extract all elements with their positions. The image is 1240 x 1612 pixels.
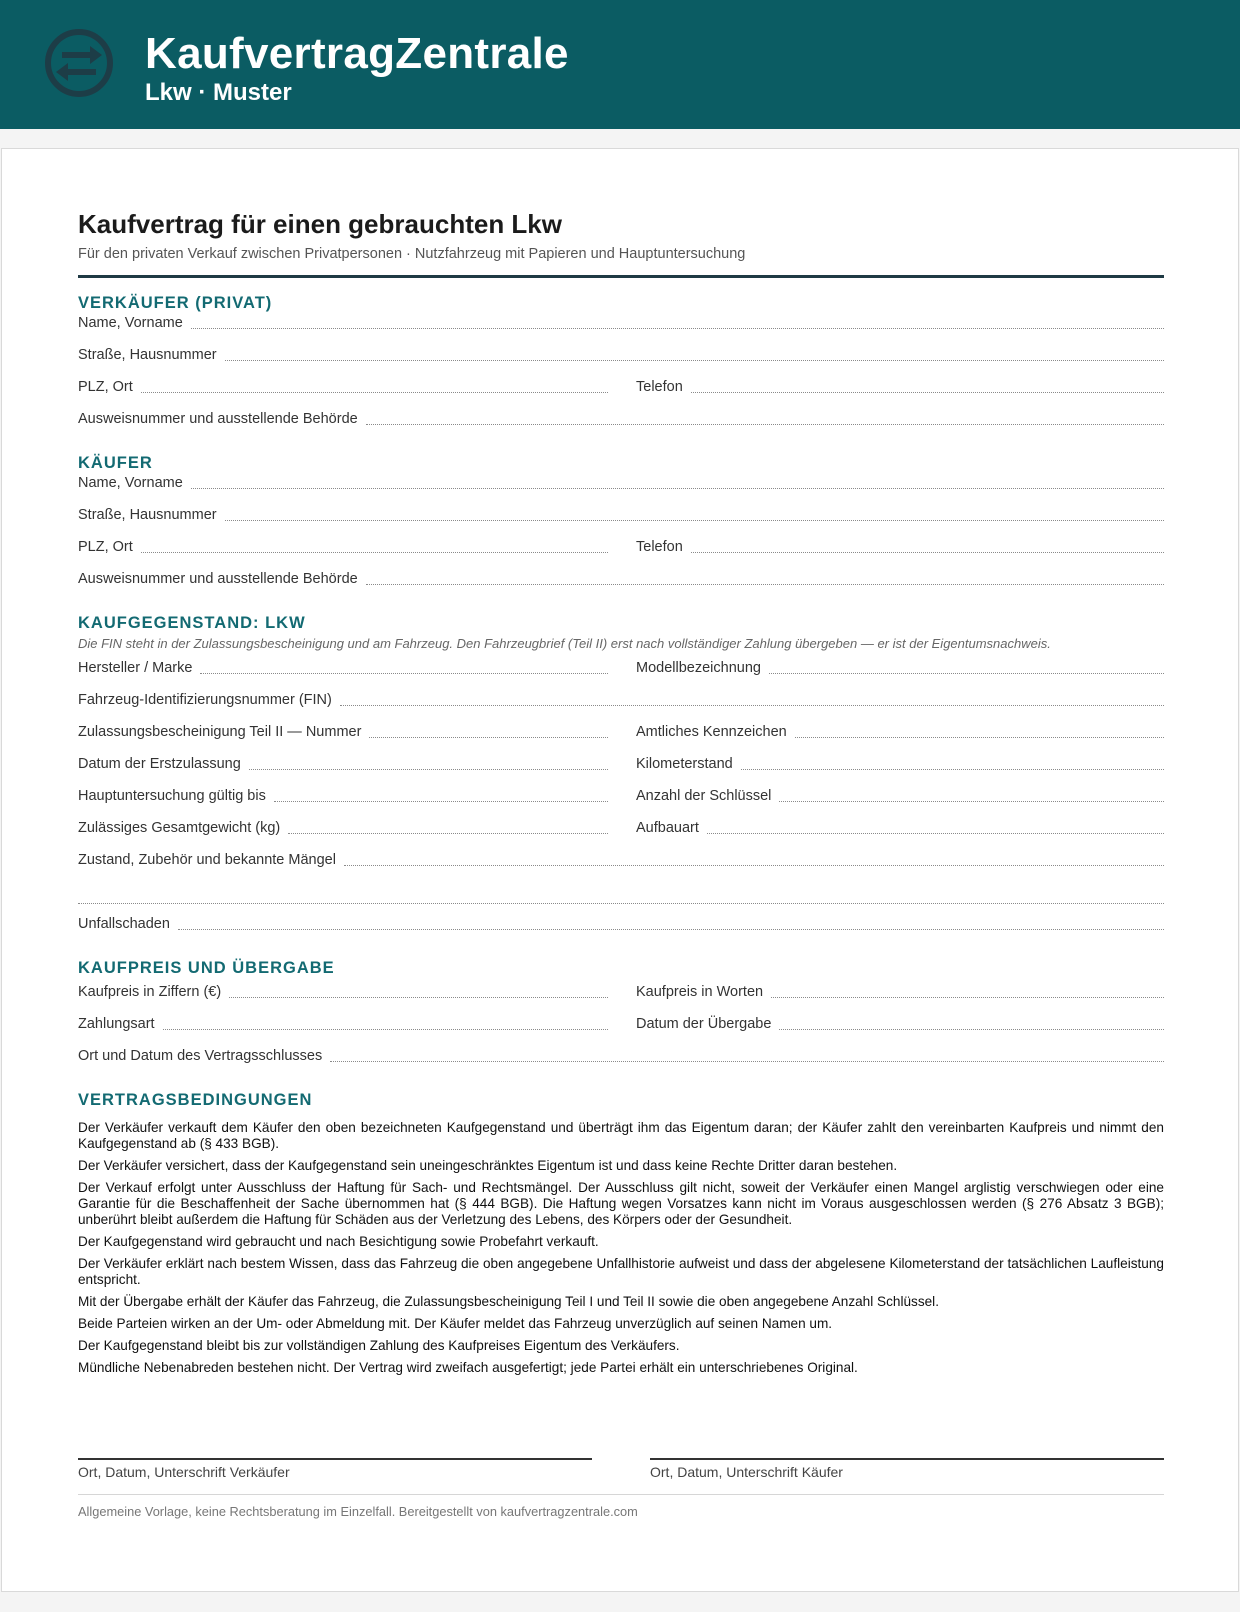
field-label: Zahlungsart <box>78 1016 155 1032</box>
contract-place-date-field[interactable] <box>78 1047 1164 1068</box>
field-label: Zulässiges Gesamtgewicht (kg) <box>78 820 281 836</box>
field-label: PLZ, Ort <box>78 539 133 555</box>
field-label: Telefon <box>636 379 683 395</box>
brand-title: KaufvertragZentrale <box>145 29 569 78</box>
field-label: Hersteller / Marke <box>78 660 193 676</box>
terms-paragraph: Mündliche Nebenabreden bestehen nicht. Der Vertrag wird zweifach ausgefertigt; jede Partei erhält ein unterschriebenes Original. <box>78 1360 858 1375</box>
payment-method-field[interactable] <box>78 1015 608 1036</box>
field-label: Kaufpreis in Worten <box>636 984 764 1000</box>
footer-note: Allgemeine Vorlage, keine Rechtsberatung im Einzelfall. Bereitgestellt von kaufvertragzentrale.com <box>78 1504 638 1519</box>
vehicle-zb2-field[interactable] <box>78 723 608 744</box>
terms-paragraph: Beide Parteien wirken an der Um- oder Abmeldung mit. Der Käufer meldet das Fahrzeug unverzüglich auf seinen Namen um. <box>78 1316 833 1331</box>
header-banner <box>0 0 1240 129</box>
vehicle-keys-field[interactable] <box>636 787 1164 808</box>
terms-paragraph: Der Verkäufer versichert, dass der Kaufgegenstand sein uneingeschränktes Eigentum ist und dass keine Rechte Dritter daran bestehen. <box>78 1158 898 1173</box>
terms-paragraph: Der Verkäufer erklärt nach bestem Wissen, dass das Fahrzeug die oben angegebene Unfallhistorie aufweist und dass der abgelesene Kilometerstand der tatsächlichen Laufleistung entspricht. <box>78 1256 1164 1287</box>
field-label: Straße, Hausnummer <box>78 347 217 363</box>
section-heading-terms: VERTRAGSBEDINGUNGEN <box>78 1091 313 1109</box>
field-label: Anzahl der Schlüssel <box>636 788 772 804</box>
document-content <box>78 208 1164 1382</box>
terms-paragraph: Der Verkäufer verkauft dem Käufer den oben bezeichneten Kaufgegenstand und überträgt ihm das Eigentum daran; der Käufer zahlt den vereinbarten Kaufpreis und nimmt den Kaufgegenstand ab (§ 433 BGB). <box>78 1120 1164 1151</box>
field-label: Amtliches Kennzeichen <box>636 724 787 740</box>
section-heading-buyer: KÄUFER <box>78 454 153 472</box>
field-label: Kilometerstand <box>636 756 733 772</box>
field-label: Name, Vorname <box>78 315 183 331</box>
field-label: PLZ, Ort <box>78 379 133 395</box>
terms-paragraph: Der Kaufgegenstand wird gebraucht und nach Besichtigung sowie Probefahrt verkauft. <box>78 1234 599 1249</box>
buyer-street-field[interactable] <box>78 506 1164 527</box>
buyer-name-field[interactable] <box>78 474 1164 495</box>
exchange-arrows-icon <box>44 28 114 98</box>
handover-date-field[interactable] <box>636 1015 1164 1036</box>
field-label: Name, Vorname <box>78 475 183 491</box>
vehicle-plate-field[interactable] <box>636 723 1164 744</box>
vehicle-note: Die FIN steht in der Zulassungsbescheinigung und am Fahrzeug. Den Fahrzeugbrief (Teil II) erst nach vollständiger Zahlung übergeben — er ist der Eigentumsnachweis. <box>78 636 1051 651</box>
section-heading-seller: VERKÄUFER (PRIVAT) <box>78 294 273 312</box>
signature-area <box>78 1458 1164 1498</box>
field-label: Fahrzeug-Identifizierungsnummer (FIN) <box>78 692 332 708</box>
brand-subtitle: Lkw · Muster <box>145 79 292 106</box>
field-label: Aufbauart <box>636 820 699 836</box>
buyer-id-field[interactable] <box>78 570 1164 591</box>
field-label: Datum der Übergabe <box>636 1016 772 1032</box>
vehicle-accident-field[interactable] <box>78 915 1164 936</box>
document-subtitle: Für den privaten Verkauf zwischen Privatpersonen · Nutzfahrzeug mit Papieren und Hauptuntersuchung <box>78 246 746 262</box>
terms-list <box>78 1120 1164 1376</box>
vehicle-condition-field[interactable] <box>78 851 1164 872</box>
field-label: Datum der Erstzulassung <box>78 756 241 772</box>
footer-divider <box>78 1494 1164 1495</box>
buyer-phone-field[interactable] <box>636 538 1164 559</box>
section-heading-price: KAUFPREIS UND ÜBERGABE <box>78 959 335 977</box>
field-label: Telefon <box>636 539 683 555</box>
field-label: Ort und Datum des Vertragsschlusses <box>78 1048 323 1064</box>
price-digits-field[interactable] <box>78 983 608 1004</box>
field-label: Ausweisnummer und ausstellende Behörde <box>78 411 358 427</box>
buyer-signature-line[interactable] <box>650 1458 1164 1480</box>
title-divider <box>78 275 1164 278</box>
vehicle-model-field[interactable] <box>636 659 1164 680</box>
field-label: Hauptuntersuchung gültig bis <box>78 788 266 804</box>
vehicle-condition-extra-line[interactable] <box>78 872 1164 904</box>
field-label: Modellbezeichnung <box>636 660 761 676</box>
field-label: Unfallschaden <box>78 916 170 932</box>
vehicle-make-field[interactable] <box>78 659 608 680</box>
seller-city-field[interactable] <box>78 378 608 399</box>
document-title: Kaufvertrag für einen gebrauchten Lkw <box>78 209 562 239</box>
vehicle-body-field[interactable] <box>636 819 1164 840</box>
price-words-field[interactable] <box>636 983 1164 1004</box>
seller-id-field[interactable] <box>78 410 1164 431</box>
section-heading-vehicle: KAUFGEGENSTAND: LKW <box>78 614 306 632</box>
field-label: Straße, Hausnummer <box>78 507 217 523</box>
vehicle-fin-field[interactable] <box>78 691 1164 712</box>
terms-paragraph: Der Kaufgegenstand bleibt bis zur vollständigen Zahlung des Kaufpreises Eigentum des Verkäufers. <box>78 1338 680 1353</box>
seller-signature-line[interactable] <box>78 1458 592 1480</box>
vehicle-mileage-field[interactable] <box>636 755 1164 776</box>
vehicle-hu-field[interactable] <box>78 787 608 808</box>
vehicle-first-reg-field[interactable] <box>78 755 608 776</box>
terms-paragraph: Der Verkauf erfolgt unter Ausschluss der Haftung für Sach- und Rechtsmängel. Der Ausschluss gilt nicht, soweit der Verkäufer einen Mangel arglistig verschwiegen oder eine Garantie für die Beschaffenheit der Sache übernommen hat (§ 444 BGB). Die Haftung wegen Vorsatzes kann nicht im Voraus ausgeschlossen werden (§ 276 Absatz 3 BGB); unberührt bleibt außerdem die Haftung für Schäden aus der Verletzung des Lebens, des Körpers oder der Gesundheit. <box>78 1180 1164 1227</box>
field-label: Zustand, Zubehör und bekannte Mängel <box>78 852 336 868</box>
seller-street-field[interactable] <box>78 346 1164 367</box>
buyer-signature-caption: Ort, Datum, Unterschrift Käufer <box>650 1464 843 1480</box>
field-label: Kaufpreis in Ziffern (€) <box>78 984 222 1000</box>
seller-phone-field[interactable] <box>636 378 1164 399</box>
seller-name-field[interactable] <box>78 314 1164 335</box>
buyer-city-field[interactable] <box>78 538 608 559</box>
field-label: Ausweisnummer und ausstellende Behörde <box>78 571 358 587</box>
vehicle-weight-field[interactable] <box>78 819 608 840</box>
seller-signature-caption: Ort, Datum, Unterschrift Verkäufer <box>78 1464 290 1480</box>
terms-paragraph: Mit der Übergabe erhält der Käufer das Fahrzeug, die Zulassungsbescheinigung Teil I und Teil II sowie die oben angegebene Anzahl Schlüssel. <box>78 1294 939 1309</box>
field-label: Zulassungsbescheinigung Teil II — Nummer <box>78 724 362 740</box>
